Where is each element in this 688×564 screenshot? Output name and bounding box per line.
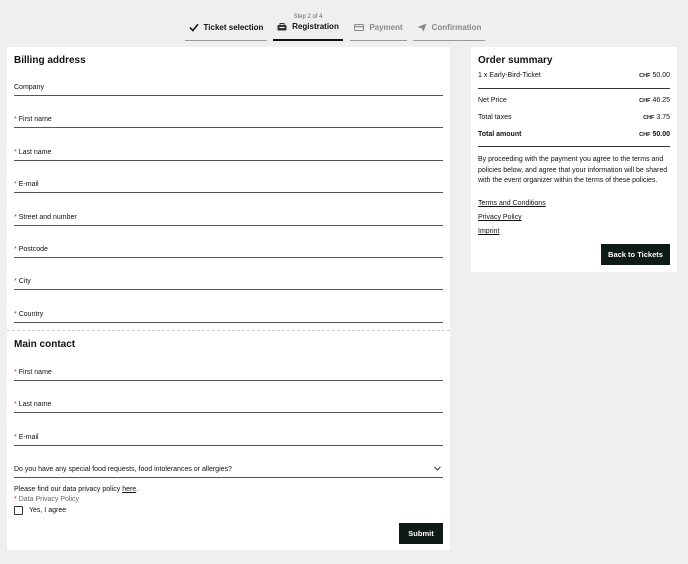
step-indicator: Step 2 of 4 <box>293 14 323 20</box>
privacy-agree-row[interactable] <box>14 506 66 515</box>
required-mark: * <box>14 214 17 221</box>
privacy-text: Please find our data privacy policy <box>14 486 121 493</box>
currency: CHF <box>643 115 655 121</box>
checkout-stepper <box>0 10 688 42</box>
order-item-amount: 50.00 <box>652 72 670 79</box>
total-taxes-amount: 3.75 <box>656 114 670 121</box>
net-price-label: Net Price <box>478 97 507 104</box>
required-mark: * <box>14 278 17 285</box>
step-label: Payment <box>369 23 403 32</box>
billing-last-name-field[interactable] <box>14 143 443 161</box>
postcode-label: Postcode <box>18 246 48 253</box>
required-mark: * <box>14 116 17 123</box>
step-payment[interactable] <box>350 10 407 41</box>
privacy-policy-text <box>14 486 138 493</box>
privacy-policy-link[interactable]: Privacy Policy <box>478 214 522 221</box>
summary-divider <box>478 146 670 147</box>
step-registration[interactable] <box>273 10 343 41</box>
step-ticket-selection[interactable] <box>185 10 267 41</box>
total-amount-value: 50.00 <box>652 131 670 138</box>
check-icon <box>189 23 199 32</box>
back-to-tickets-button[interactable]: Back to Tickets <box>601 244 670 265</box>
last-name-label: Last name <box>18 149 52 156</box>
billing-first-name-field[interactable] <box>14 110 443 128</box>
contact-last-name-field[interactable] <box>14 395 443 413</box>
order-summary-title: Order summary <box>478 55 553 66</box>
contact-email-field[interactable] <box>14 428 443 446</box>
food-requests-label: Do you have any special food requests, food intolerances or allergies? <box>14 466 232 473</box>
card-icon <box>354 24 364 31</box>
required-mark: * <box>14 369 17 376</box>
step-label: Ticket selection <box>203 23 264 32</box>
email-label: E-mail <box>18 434 39 441</box>
required-mark: * <box>14 401 17 408</box>
privacy-agree-checkbox[interactable] <box>14 506 23 515</box>
currency: CHF <box>639 73 651 79</box>
summary-divider <box>478 88 670 89</box>
paper-plane-icon <box>417 23 427 32</box>
privacy-period: . <box>136 486 139 493</box>
net-price-row <box>478 97 670 104</box>
country-label: Country <box>18 311 44 318</box>
currency: CHF <box>639 132 651 138</box>
required-mark: * <box>14 496 17 503</box>
country-field[interactable] <box>14 305 443 323</box>
email-label: E-mail <box>18 181 39 188</box>
order-item-row <box>478 72 670 79</box>
order-summary-card <box>471 47 677 272</box>
contact-first-name-field[interactable] <box>14 363 443 381</box>
required-mark: * <box>14 434 17 441</box>
company-field[interactable] <box>14 78 443 96</box>
order-item-label: 1 x Early-Bird-Ticket <box>478 72 541 79</box>
privacy-agree-label: Yes, I agree <box>29 507 67 514</box>
privacy-label-text: Data Privacy Policy <box>18 496 80 503</box>
first-name-label: First name <box>18 116 52 123</box>
privacy-here-link[interactable]: here <box>122 486 137 493</box>
section-divider <box>7 330 450 331</box>
city-field[interactable] <box>14 272 443 290</box>
total-taxes-label: Total taxes <box>478 114 512 121</box>
billing-address-title: Billing address <box>14 55 86 66</box>
registration-icon <box>277 23 287 31</box>
first-name-label: First name <box>18 369 52 376</box>
required-mark: * <box>14 181 17 188</box>
submit-button[interactable]: Submit <box>399 523 443 544</box>
main-contact-title: Main contact <box>14 339 76 350</box>
chevron-down-icon <box>434 464 441 473</box>
total-amount-row <box>478 131 670 138</box>
registration-form-card <box>7 47 450 550</box>
postcode-field[interactable] <box>14 240 443 258</box>
net-price-amount: 46.25 <box>652 97 670 104</box>
food-requests-select[interactable] <box>14 460 443 478</box>
street-label: Street and number <box>18 214 77 221</box>
required-mark: * <box>14 246 17 253</box>
step-label: Confirmation <box>431 23 482 32</box>
terms-link[interactable]: Terms and Conditions <box>478 200 546 207</box>
street-field[interactable] <box>14 208 443 226</box>
billing-email-field[interactable] <box>14 175 443 193</box>
last-name-label: Last name <box>18 401 52 408</box>
currency: CHF <box>639 98 651 104</box>
required-mark: * <box>14 311 17 318</box>
total-taxes-row <box>478 114 670 121</box>
data-privacy-label <box>14 496 79 503</box>
company-label: Company <box>14 84 44 91</box>
required-mark: * <box>14 149 17 156</box>
step-label: Registration <box>292 22 339 31</box>
total-amount-label: Total amount <box>478 131 522 138</box>
step-confirmation[interactable] <box>413 10 485 41</box>
city-label: City <box>18 278 31 285</box>
imprint-link[interactable]: Imprint <box>478 228 500 235</box>
terms-notice: By proceeding with the payment you agree to the terms and policies below, and agree that your information will be shared with the event organizer within the terms of these policies. <box>478 156 668 184</box>
